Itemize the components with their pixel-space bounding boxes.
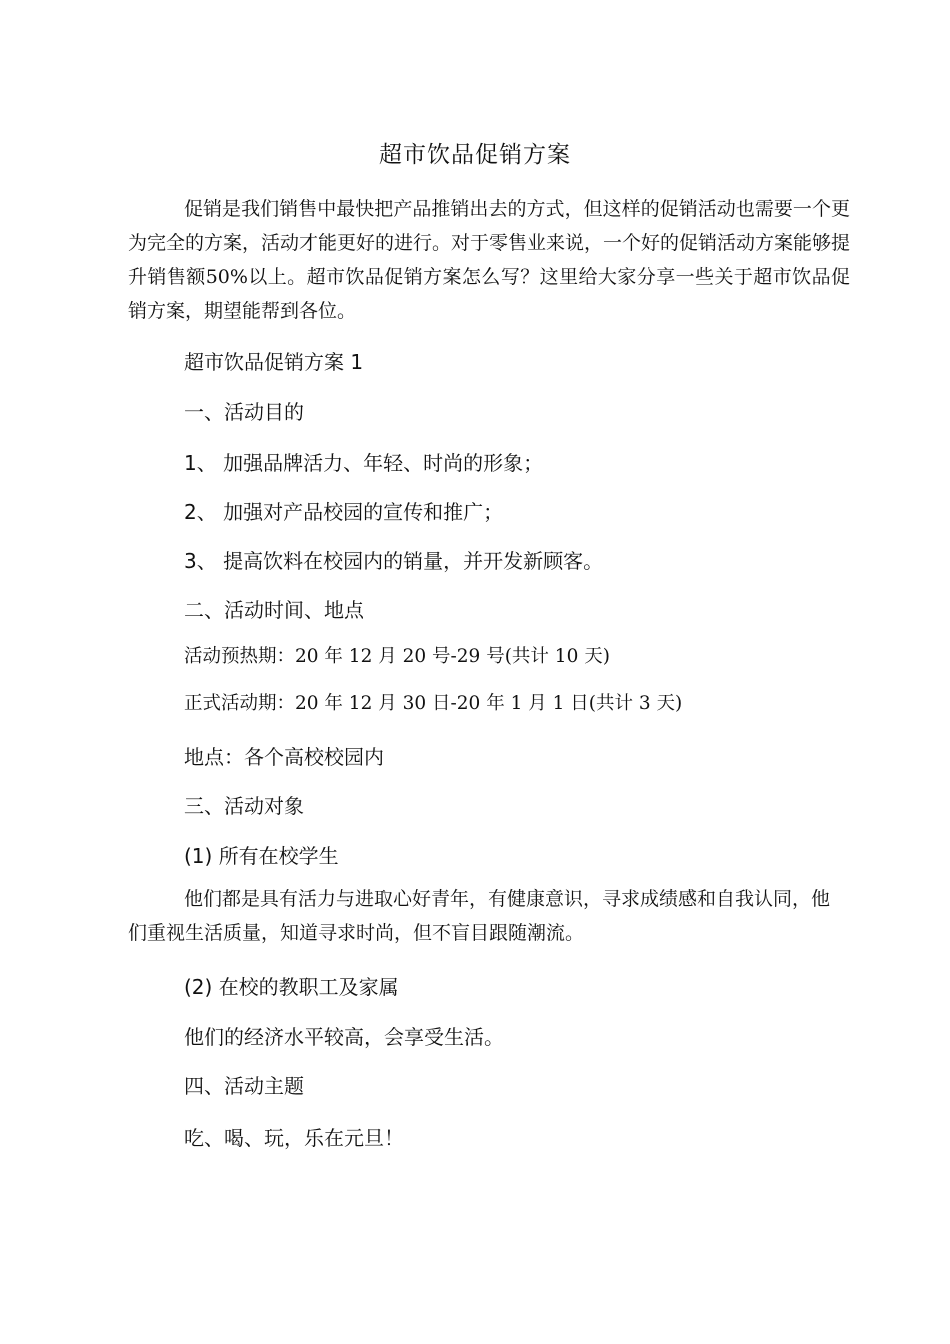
formal-period: 正式活动期：20 年 12 月 30 日-20 年 1 月 1 日(共计 3 天) — [184, 693, 683, 714]
target-group-2: (2) 在校的教职工及家属 — [184, 975, 399, 999]
target-group-2-description: 他们的经济水平较高，会享受生活。 — [184, 1025, 504, 1049]
heading-activity-goal: 一、活动目的 — [184, 400, 304, 424]
section-title: 超市饮品促销方案 1 — [184, 350, 364, 374]
goal-item-2: 2、 加强对产品校园的宣传和推广； — [184, 500, 504, 524]
intro-paragraph: 促销是我们销售中最快把产品推销出去的方式，但这样的促销活动也需要一个更为完全的方案，活动才能更好的进行。对于零售业来说，一个好的促销活动方案能够提升销售额50%以上。超市饮品促销方案怎么写？这里给大家分享一些关于超市饮品促销方案，期望能帮到各位。 — [128, 198, 851, 322]
goal-item-3: 3、 提高饮料在校园内的销量，并开发新顾客。 — [184, 549, 604, 573]
target-group-1-description: 他们都是具有活力与进取心好青年，有健康意识，寻求成绩感和自我认同，他们重视生活质量，知道寻求时尚，但不盲目跟随潮流。 — [128, 888, 831, 944]
heading-target-audience: 三、活动对象 — [184, 794, 304, 818]
heading-time-location: 二、活动时间、地点 — [184, 598, 364, 622]
location: 地点：各个高校校园内 — [184, 745, 384, 769]
target-group-1: (1) 所有在校学生 — [184, 844, 339, 868]
heading-activity-theme: 四、活动主题 — [184, 1074, 304, 1098]
activity-theme: 吃、喝、玩，乐在元旦！ — [184, 1126, 404, 1150]
goal-item-1: 1、 加强品牌活力、年轻、时尚的形象； — [184, 451, 544, 475]
document-title: 超市饮品促销方案 — [379, 142, 571, 168]
preheat-period: 活动预热期：20 年 12 月 20 号-29 号(共计 10 天) — [184, 646, 610, 667]
